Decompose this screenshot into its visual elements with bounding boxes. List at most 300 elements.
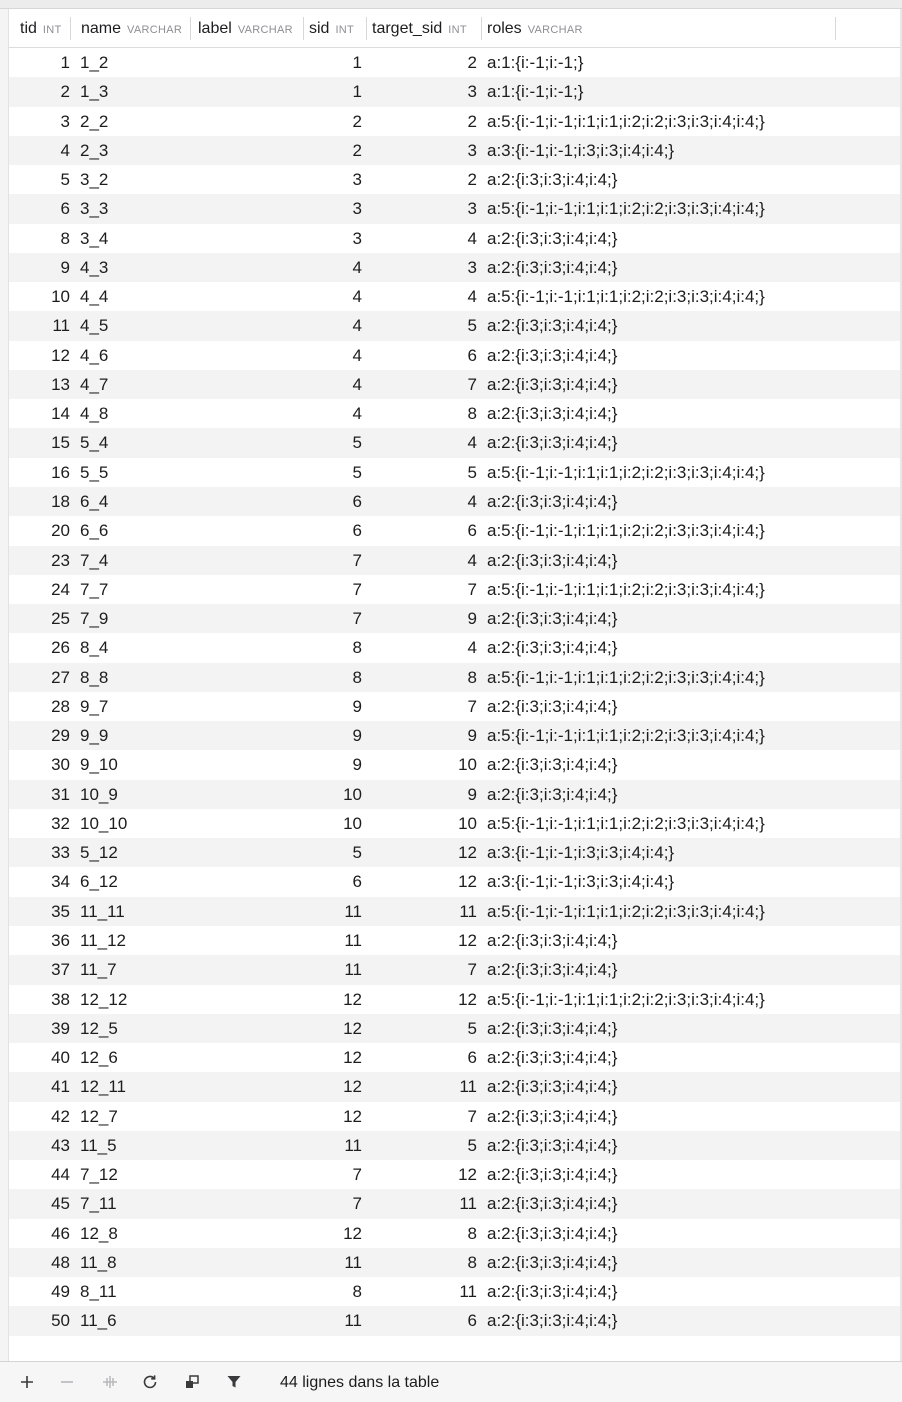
cell-tid[interactable]: 29 (51, 726, 70, 746)
cell-target-sid[interactable]: 4 (467, 638, 477, 658)
cell-sid[interactable]: 11 (344, 930, 362, 950)
table-row[interactable] (9, 546, 900, 575)
cell-roles[interactable]: a:5:{i:-1;i:-1;i:1;i:1;i:2;i:2;i:3;i:3;i:4;i:4;} (487, 989, 765, 1009)
table-row[interactable] (9, 1277, 900, 1306)
table-row[interactable] (9, 428, 900, 457)
cell-name[interactable]: 12_11 (80, 1077, 127, 1097)
cell-label[interactable] (190, 1131, 305, 1160)
table-row[interactable] (9, 1072, 900, 1101)
cell-tid[interactable]: 45 (51, 1194, 70, 1214)
cell-label[interactable] (190, 575, 305, 604)
cell-target-sid[interactable]: 6 (467, 345, 477, 365)
cell-roles[interactable]: a:5:{i:-1;i:-1;i:1;i:1;i:2;i:2;i:3;i:3;i:4;i:4;} (487, 813, 765, 833)
column-header-tid[interactable] (9, 9, 70, 48)
cell-label[interactable] (190, 48, 305, 77)
cell-tid[interactable]: 12 (51, 345, 70, 365)
cell-roles[interactable]: a:2:{i:3;i:3;i:4;i:4;} (487, 1223, 618, 1243)
cell-sid[interactable]: 3 (352, 170, 362, 190)
table-row[interactable] (9, 1306, 900, 1335)
cell-name[interactable]: 4_8 (80, 404, 109, 424)
cell-name[interactable]: 11_12 (80, 930, 127, 950)
table-row[interactable] (9, 311, 900, 340)
cell-tid[interactable]: 3 (60, 111, 70, 131)
cell-target-sid[interactable]: 9 (467, 609, 477, 629)
cell-target-sid[interactable]: 7 (467, 960, 477, 980)
cell-roles[interactable]: a:2:{i:3;i:3;i:4;i:4;} (487, 404, 618, 424)
cell-target-sid[interactable]: 8 (467, 1252, 477, 1272)
cell-roles[interactable]: a:3:{i:-1;i:-1;i:3;i:3;i:4;i:4;} (487, 140, 675, 160)
refresh-button[interactable] (137, 1370, 163, 1394)
cell-tid[interactable]: 4 (60, 140, 70, 160)
cell-label[interactable] (190, 107, 305, 136)
cell-roles[interactable]: a:5:{i:-1;i:-1;i:1;i:1;i:2;i:2;i:3;i:3;i:4;i:4;} (487, 462, 765, 482)
column-header-target-sid[interactable] (361, 9, 475, 48)
cell-name[interactable]: 7_12 (80, 1165, 118, 1185)
cell-roles[interactable]: a:5:{i:-1;i:-1;i:1;i:1;i:2;i:2;i:3;i:3;i:4;i:4;} (487, 901, 765, 921)
cell-name[interactable]: 4_7 (80, 374, 109, 394)
cell-tid[interactable]: 43 (51, 1135, 70, 1155)
cell-name[interactable]: 12_7 (80, 1106, 118, 1126)
cell-name[interactable]: 11_11 (80, 901, 125, 921)
cell-label[interactable] (190, 633, 305, 662)
table-row[interactable] (9, 399, 900, 428)
table-row[interactable] (9, 721, 900, 750)
cell-target-sid[interactable]: 11 (459, 901, 477, 921)
cell-tid[interactable]: 41 (51, 1077, 70, 1097)
cell-roles[interactable]: a:2:{i:3;i:3;i:4;i:4;} (487, 228, 618, 248)
cell-tid[interactable]: 9 (60, 257, 70, 277)
table-row[interactable] (9, 1189, 900, 1218)
cell-sid[interactable]: 10 (343, 813, 362, 833)
cell-roles[interactable]: a:2:{i:3;i:3;i:4;i:4;} (487, 257, 618, 277)
open-window-button[interactable] (179, 1370, 205, 1394)
table-row[interactable] (9, 194, 900, 223)
cell-label[interactable] (190, 224, 305, 253)
table-row[interactable] (9, 165, 900, 194)
cell-name[interactable]: 1_2 (80, 53, 109, 72)
cell-roles[interactable]: a:2:{i:3;i:3;i:4;i:4;} (487, 1048, 618, 1068)
cell-roles[interactable]: a:2:{i:3;i:3;i:4;i:4;} (487, 1077, 618, 1097)
cell-name[interactable]: 5_4 (80, 433, 109, 453)
cell-name[interactable]: 7_9 (80, 609, 109, 629)
cell-tid[interactable]: 11 (52, 316, 70, 336)
cell-label[interactable] (190, 136, 305, 165)
cell-tid[interactable]: 23 (51, 550, 70, 570)
cell-sid[interactable]: 4 (352, 257, 362, 277)
cell-name[interactable]: 11_7 (80, 960, 117, 980)
cell-tid[interactable]: 46 (51, 1223, 70, 1243)
cell-target-sid[interactable]: 2 (467, 53, 477, 72)
cell-roles[interactable]: a:2:{i:3;i:3;i:4;i:4;} (487, 1282, 618, 1302)
cell-sid[interactable]: 6 (352, 521, 362, 541)
cell-label[interactable] (190, 867, 305, 896)
cell-label[interactable] (190, 165, 305, 194)
cell-sid[interactable]: 5 (352, 462, 362, 482)
cell-label[interactable] (190, 955, 305, 984)
cell-sid[interactable]: 8 (352, 1282, 362, 1302)
cell-label[interactable] (190, 663, 305, 692)
table-row[interactable] (9, 1160, 900, 1189)
cell-target-sid[interactable]: 6 (467, 1048, 477, 1068)
cell-roles[interactable]: a:2:{i:3;i:3;i:4;i:4;} (487, 1252, 618, 1272)
cell-label[interactable] (190, 1014, 305, 1043)
cell-name[interactable]: 10_9 (80, 784, 118, 804)
cell-tid[interactable]: 34 (51, 872, 70, 892)
cell-tid[interactable]: 26 (51, 638, 70, 658)
cell-label[interactable] (190, 370, 305, 399)
cell-roles[interactable]: a:2:{i:3;i:3;i:4;i:4;} (487, 170, 618, 190)
delete-row-button[interactable] (54, 1370, 80, 1394)
cell-tid[interactable]: 25 (51, 609, 70, 629)
cell-name[interactable]: 9_9 (80, 726, 109, 746)
table-row[interactable] (9, 575, 900, 604)
cell-tid[interactable]: 8 (60, 228, 70, 248)
cell-label[interactable] (190, 692, 305, 721)
cell-sid[interactable]: 9 (352, 696, 362, 716)
cell-sid[interactable]: 4 (352, 404, 362, 424)
cell-target-sid[interactable]: 11 (459, 1077, 477, 1097)
table-row[interactable] (9, 1248, 900, 1277)
table-row[interactable] (9, 77, 900, 106)
cell-label[interactable] (190, 1102, 305, 1131)
cell-tid[interactable]: 16 (51, 462, 70, 482)
cell-sid[interactable]: 2 (352, 111, 362, 131)
cell-tid[interactable]: 10 (51, 287, 70, 307)
table-row[interactable] (9, 107, 900, 136)
cell-roles[interactable]: a:2:{i:3;i:3;i:4;i:4;} (487, 1106, 618, 1126)
cell-label[interactable] (190, 1248, 305, 1277)
cell-name[interactable]: 9_10 (80, 755, 118, 775)
cell-sid[interactable]: 4 (352, 374, 362, 394)
cell-name[interactable]: 12_12 (80, 989, 128, 1009)
cell-roles[interactable]: a:2:{i:3;i:3;i:4;i:4;} (487, 1018, 618, 1038)
cell-roles[interactable]: a:2:{i:3;i:3;i:4;i:4;} (487, 755, 618, 775)
cell-name[interactable]: 1_3 (80, 82, 109, 102)
cell-roles[interactable]: a:2:{i:3;i:3;i:4;i:4;} (487, 784, 618, 804)
cell-target-sid[interactable]: 11 (459, 1282, 477, 1302)
table-row[interactable] (9, 1014, 900, 1043)
cell-label[interactable] (190, 458, 305, 487)
cell-sid[interactable]: 4 (352, 316, 362, 336)
cell-target-sid[interactable]: 8 (467, 404, 477, 424)
cell-name[interactable]: 12_6 (80, 1048, 118, 1068)
cell-sid[interactable]: 7 (352, 579, 362, 599)
cell-name[interactable]: 6_4 (80, 491, 109, 511)
cell-tid[interactable]: 42 (51, 1106, 70, 1126)
cell-tid[interactable]: 15 (51, 433, 70, 453)
cell-label[interactable] (190, 1219, 305, 1248)
cell-sid[interactable]: 11 (344, 901, 362, 921)
cell-sid[interactable]: 12 (343, 1106, 362, 1126)
cell-target-sid[interactable]: 8 (467, 667, 477, 687)
table-row[interactable] (9, 897, 900, 926)
cell-sid[interactable]: 6 (352, 491, 362, 511)
cell-sid[interactable]: 9 (352, 755, 362, 775)
cell-target-sid[interactable]: 12 (458, 989, 477, 1009)
cell-target-sid[interactable]: 7 (467, 1106, 477, 1126)
table-row[interactable] (9, 487, 900, 516)
cell-tid[interactable]: 48 (51, 1252, 70, 1272)
cell-tid[interactable]: 40 (51, 1048, 70, 1068)
cell-label[interactable] (190, 604, 305, 633)
cell-target-sid[interactable]: 3 (467, 199, 477, 219)
cell-label[interactable] (190, 1160, 305, 1189)
cell-roles[interactable]: a:3:{i:-1;i:-1;i:3;i:3;i:4;i:4;} (487, 843, 675, 863)
cell-sid[interactable]: 7 (352, 1194, 362, 1214)
cell-sid[interactable]: 10 (343, 784, 362, 804)
cell-sid[interactable]: 12 (343, 1077, 362, 1097)
cell-roles[interactable]: a:2:{i:3;i:3;i:4;i:4;} (487, 491, 618, 511)
cell-tid[interactable]: 24 (51, 579, 70, 599)
cell-name[interactable]: 11_6 (80, 1311, 117, 1331)
cell-roles[interactable]: a:2:{i:3;i:3;i:4;i:4;} (487, 433, 618, 453)
cell-label[interactable] (190, 253, 305, 282)
cell-target-sid[interactable]: 6 (467, 1311, 477, 1331)
cell-sid[interactable]: 5 (352, 433, 362, 453)
cell-label[interactable] (190, 282, 305, 311)
cell-name[interactable]: 7_7 (80, 579, 109, 599)
cell-target-sid[interactable]: 4 (467, 228, 477, 248)
cell-name[interactable]: 2_2 (80, 111, 109, 131)
cell-roles[interactable]: a:2:{i:3;i:3;i:4;i:4;} (487, 930, 618, 950)
cell-target-sid[interactable]: 9 (467, 784, 477, 804)
table-row[interactable] (9, 985, 900, 1014)
table-row[interactable] (9, 663, 900, 692)
cell-roles[interactable]: a:1:{i:-1;i:-1;} (487, 82, 584, 102)
cell-target-sid[interactable]: 7 (467, 579, 477, 599)
cell-sid[interactable]: 5 (352, 843, 362, 863)
cell-name[interactable]: 12_8 (80, 1223, 118, 1243)
cell-tid[interactable]: 6 (60, 199, 70, 219)
cell-label[interactable] (190, 1189, 305, 1218)
cell-label[interactable] (190, 546, 305, 575)
cell-roles[interactable]: a:3:{i:-1;i:-1;i:3;i:3;i:4;i:4;} (487, 872, 675, 892)
cell-roles[interactable]: a:5:{i:-1;i:-1;i:1;i:1;i:2;i:2;i:3;i:3;i:4;i:4;} (487, 667, 765, 687)
table-row[interactable] (9, 604, 900, 633)
cell-tid[interactable]: 49 (51, 1282, 70, 1302)
table-row[interactable] (9, 282, 900, 311)
cell-sid[interactable]: 9 (352, 726, 362, 746)
cell-label[interactable] (190, 1277, 305, 1306)
table-row[interactable] (9, 341, 900, 370)
cell-sid[interactable]: 12 (343, 989, 362, 1009)
cell-tid[interactable]: 28 (51, 696, 70, 716)
table-row[interactable] (9, 253, 900, 282)
cell-tid[interactable]: 44 (51, 1165, 70, 1185)
column-header-name[interactable] (70, 9, 190, 48)
cell-tid[interactable]: 14 (51, 404, 70, 424)
cell-target-sid[interactable]: 7 (467, 696, 477, 716)
cell-name[interactable]: 6_12 (80, 872, 118, 892)
cell-sid[interactable]: 3 (352, 199, 362, 219)
cell-label[interactable] (190, 311, 305, 340)
cell-sid[interactable]: 12 (343, 1223, 362, 1243)
cell-sid[interactable]: 7 (352, 1165, 362, 1185)
cell-tid[interactable]: 1 (60, 53, 70, 72)
cell-sid[interactable]: 8 (352, 667, 362, 687)
cell-label[interactable] (190, 809, 305, 838)
cell-tid[interactable]: 37 (51, 960, 70, 980)
cell-label[interactable] (190, 1043, 305, 1072)
cell-label[interactable] (190, 341, 305, 370)
cell-roles[interactable]: a:2:{i:3;i:3;i:4;i:4;} (487, 960, 618, 980)
cell-roles[interactable]: a:2:{i:3;i:3;i:4;i:4;} (487, 1194, 618, 1214)
cell-label[interactable] (190, 985, 305, 1014)
cell-target-sid[interactable]: 3 (467, 82, 477, 102)
table-row[interactable] (9, 1102, 900, 1131)
cell-roles[interactable]: a:1:{i:-1;i:-1;} (487, 53, 584, 72)
cell-target-sid[interactable]: 12 (458, 872, 477, 892)
cell-target-sid[interactable]: 4 (467, 550, 477, 570)
cell-name[interactable]: 8_11 (80, 1282, 117, 1302)
cell-label[interactable] (190, 399, 305, 428)
cell-roles[interactable]: a:5:{i:-1;i:-1;i:1;i:1;i:2;i:2;i:3;i:3;i:4;i:4;} (487, 521, 765, 541)
cell-target-sid[interactable]: 5 (467, 1135, 477, 1155)
cell-label[interactable] (190, 487, 305, 516)
cell-roles[interactable]: a:2:{i:3;i:3;i:4;i:4;} (487, 696, 618, 716)
cell-sid[interactable]: 1 (352, 53, 362, 72)
cell-name[interactable]: 4_5 (80, 316, 109, 336)
cell-tid[interactable]: 33 (51, 843, 70, 863)
cell-target-sid[interactable]: 6 (467, 521, 477, 541)
cell-roles[interactable]: a:2:{i:3;i:3;i:4;i:4;} (487, 345, 618, 365)
table-row[interactable] (9, 136, 900, 165)
cell-label[interactable] (190, 428, 305, 457)
cell-sid[interactable]: 12 (343, 1048, 362, 1068)
cell-sid[interactable]: 6 (352, 872, 362, 892)
cell-tid[interactable]: 31 (51, 784, 70, 804)
cell-name[interactable]: 3_2 (80, 170, 109, 190)
cell-name[interactable]: 7_4 (80, 550, 109, 570)
cell-target-sid[interactable]: 7 (467, 374, 477, 394)
cell-target-sid[interactable]: 12 (458, 1165, 477, 1185)
cell-label[interactable] (190, 77, 305, 106)
cell-tid[interactable]: 2 (60, 82, 70, 102)
cell-roles[interactable]: a:2:{i:3;i:3;i:4;i:4;} (487, 1135, 618, 1155)
cell-label[interactable] (190, 897, 305, 926)
cell-label[interactable] (190, 838, 305, 867)
duplicate-row-button[interactable] (97, 1370, 123, 1394)
cell-label[interactable] (190, 721, 305, 750)
table-row[interactable] (9, 955, 900, 984)
cell-label[interactable] (190, 926, 305, 955)
cell-label[interactable] (190, 1072, 305, 1101)
cell-name[interactable]: 10_10 (80, 813, 128, 833)
cell-name[interactable]: 2_3 (80, 140, 109, 160)
cell-target-sid[interactable]: 3 (467, 140, 477, 160)
table-row[interactable] (9, 692, 900, 721)
cell-label[interactable] (190, 1306, 305, 1335)
cell-roles[interactable]: a:5:{i:-1;i:-1;i:1;i:1;i:2;i:2;i:3;i:3;i:4;i:4;} (487, 287, 765, 307)
table-row[interactable] (9, 867, 900, 896)
cell-target-sid[interactable]: 10 (458, 755, 477, 775)
cell-roles[interactable]: a:5:{i:-1;i:-1;i:1;i:1;i:2;i:2;i:3;i:3;i:4;i:4;} (487, 199, 765, 219)
cell-sid[interactable]: 3 (352, 228, 362, 248)
cell-sid[interactable]: 11 (344, 960, 362, 980)
cell-roles[interactable]: a:2:{i:3;i:3;i:4;i:4;} (487, 1311, 618, 1331)
cell-sid[interactable]: 11 (344, 1135, 362, 1155)
cell-target-sid[interactable]: 4 (467, 287, 477, 307)
cell-roles[interactable]: a:5:{i:-1;i:-1;i:1;i:1;i:2;i:2;i:3;i:3;i:4;i:4;} (487, 111, 765, 131)
cell-sid[interactable]: 7 (352, 609, 362, 629)
cell-sid[interactable]: 8 (352, 638, 362, 658)
cell-target-sid[interactable]: 8 (467, 1223, 477, 1243)
cell-sid[interactable]: 2 (352, 140, 362, 160)
cell-name[interactable]: 5_5 (80, 462, 109, 482)
cell-target-sid[interactable]: 12 (458, 843, 477, 863)
cell-target-sid[interactable]: 12 (458, 930, 477, 950)
cell-tid[interactable]: 18 (51, 491, 70, 511)
cell-sid[interactable]: 1 (352, 82, 362, 102)
cell-tid[interactable]: 30 (51, 755, 70, 775)
cell-name[interactable]: 8_8 (80, 667, 109, 687)
cell-roles[interactable]: a:2:{i:3;i:3;i:4;i:4;} (487, 316, 618, 336)
table-row[interactable] (9, 458, 900, 487)
cell-sid[interactable]: 11 (344, 1252, 362, 1272)
cell-target-sid[interactable]: 5 (467, 316, 477, 336)
cell-target-sid[interactable]: 5 (467, 462, 477, 482)
cell-name[interactable]: 11_5 (80, 1135, 117, 1155)
cell-label[interactable] (190, 194, 305, 223)
cell-tid[interactable]: 32 (51, 813, 70, 833)
cell-name[interactable]: 3_4 (80, 228, 109, 248)
cell-sid[interactable]: 4 (352, 345, 362, 365)
cell-sid[interactable]: 4 (352, 287, 362, 307)
table-row[interactable] (9, 926, 900, 955)
table-row[interactable] (9, 1131, 900, 1160)
cell-tid[interactable]: 20 (51, 521, 70, 541)
add-row-button[interactable] (14, 1370, 40, 1394)
table-row[interactable] (9, 780, 900, 809)
cell-name[interactable]: 3_3 (80, 199, 109, 219)
cell-roles[interactable]: a:2:{i:3;i:3;i:4;i:4;} (487, 609, 618, 629)
table-row[interactable] (9, 224, 900, 253)
table-row[interactable] (9, 750, 900, 779)
cell-label[interactable] (190, 516, 305, 545)
table-row[interactable] (9, 48, 900, 77)
cell-target-sid[interactable]: 11 (459, 1194, 477, 1214)
cell-tid[interactable]: 27 (51, 667, 70, 687)
column-resize-handle[interactable] (835, 17, 836, 40)
cell-roles[interactable]: a:2:{i:3;i:3;i:4;i:4;} (487, 1165, 618, 1185)
cell-tid[interactable]: 13 (51, 374, 70, 394)
cell-target-sid[interactable]: 5 (467, 1018, 477, 1038)
cell-roles[interactable]: a:2:{i:3;i:3;i:4;i:4;} (487, 550, 618, 570)
cell-sid[interactable]: 11 (344, 1311, 362, 1331)
cell-target-sid[interactable]: 4 (467, 491, 477, 511)
cell-name[interactable]: 4_4 (80, 287, 109, 307)
cell-sid[interactable]: 7 (352, 550, 362, 570)
cell-name[interactable]: 6_6 (80, 521, 109, 541)
cell-name[interactable]: 4_3 (80, 257, 109, 277)
cell-label[interactable] (190, 750, 305, 779)
column-header-sid[interactable] (298, 9, 361, 48)
cell-target-sid[interactable]: 4 (467, 433, 477, 453)
cell-tid[interactable]: 39 (51, 1018, 70, 1038)
filter-button[interactable] (221, 1370, 247, 1394)
cell-name[interactable]: 8_4 (80, 638, 109, 658)
cell-name[interactable]: 5_12 (80, 843, 118, 863)
table-row[interactable] (9, 370, 900, 399)
column-header-label[interactable] (187, 9, 303, 48)
cell-target-sid[interactable]: 2 (467, 111, 477, 131)
cell-sid[interactable]: 12 (343, 1018, 362, 1038)
cell-target-sid[interactable]: 2 (467, 170, 477, 190)
cell-tid[interactable]: 5 (60, 170, 70, 190)
cell-tid[interactable]: 36 (51, 930, 70, 950)
table-row[interactable] (9, 1043, 900, 1072)
cell-name[interactable]: 11_8 (80, 1252, 117, 1272)
